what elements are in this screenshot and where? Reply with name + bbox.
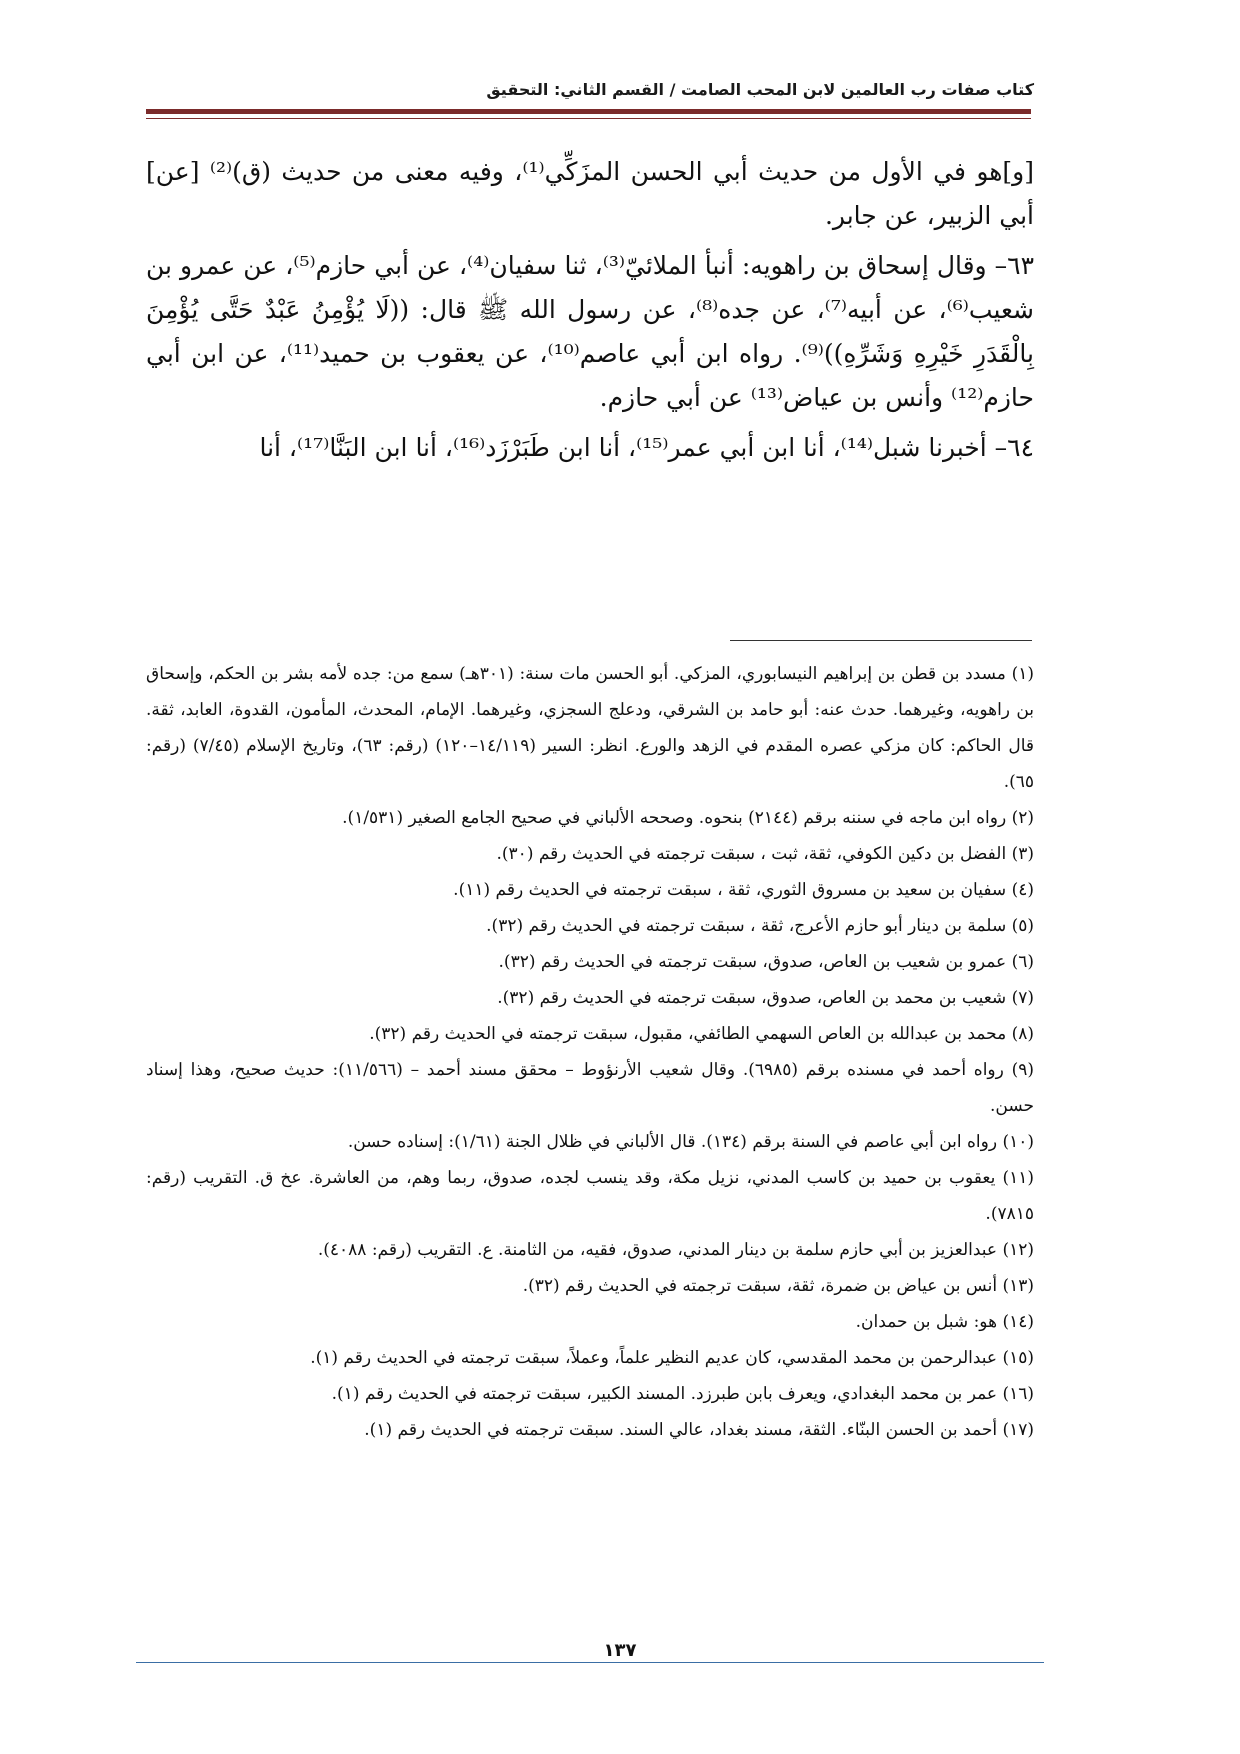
- footnote: (١٦) عمر بن محمد البغدادي، ويعرف بابن طبرزد. المسند الكبير، سبقت ترجمته في الحديث رقم (١).: [331, 1384, 1034, 1404]
- paragraph-hadith-64: ٦٤– أخبرنا شبل⁽¹⁴⁾، أنا ابن أبي عمر⁽¹⁵⁾، أنا ابن طَبَرْزَد⁽¹⁶⁾، أنا ابن البَنَّا⁽¹⁷⁾، أنا: [259, 433, 1034, 462]
- footnote: (١٠) رواه ابن أبي عاصم في السنة برقم (١٣٤). قال الألباني في ظلال الجنة (١/٦١): إسناده حسن.: [347, 1132, 1034, 1152]
- footnote: (٩) رواه أحمد في مسنده برقم (٦٩٨٥). وقال شعيب الأرنؤوط – محقق مسند أحمد – (١١/٥٦٦): حديث صحيح، وهذا إسناد حسن.: [146, 1060, 1034, 1116]
- page-number: ١٣٧: [560, 1640, 680, 1661]
- footnote: (١١) يعقوب بن حميد بن كاسب المدني، نزيل مكة، وقد ينسب لجده، صدوق، ربما وهم، من العاشرة. عخ ق. التقريب (رقم: ٧٨١٥).: [146, 1168, 1034, 1224]
- footnote: (٣) الفضل بن دكين الكوفي، ثقة، ثبت ، سبقت ترجمته في الحديث رقم (٣٠).: [496, 844, 1034, 864]
- footnote: (١٥) عبدالرحمن بن محمد المقدسي، كان عديم النظير علماً، وعملاً، سبقت ترجمته في الحديث رقم (١).: [310, 1348, 1034, 1368]
- paragraph-hadith-63: ٦٣– وقال إسحاق بن راهويه: أنبأ الملائيّ⁽³⁾، ثنا سفيان⁽⁴⁾، عن أبي حازم⁽⁵⁾، عن عمرو بن شعيب⁽⁶⁾، عن أبيه⁽⁷⁾، عن جده⁽⁸⁾، عن رسول الله ﷺ قال: ((لَا يُؤْمِنُ عَبْدٌ حَتَّى يُؤْمِنَ بِالْقَدَرِ خَيْرِهِ وَشَرِّهِ))⁽⁹⁾. رواه ابن أبي عاصم⁽¹⁰⁾، عن يعقوب بن حميد⁽¹¹⁾، عن ابن أبي حازم⁽¹²⁾ وأنس بن عياض⁽¹³⁾ عن أبي حازم.: [146, 251, 1034, 412]
- footer-rule: [136, 1662, 1044, 1663]
- running-header: كتاب صفات رب العالمين لابن المحب الصامت / القسم الثاني: التحقيق: [486, 80, 1034, 99]
- footnote: (١٢) عبدالعزيز بن أبي حازم سلمة بن دينار المدني، صدوق، فقيه، من الثامنة. ع. التقريب (رقم: ٤٠٨٨).: [317, 1240, 1034, 1260]
- footnote: (١٧) أحمد بن الحسن البنّاء. الثقة، مسند بغداد، عالي السند. سبقت ترجمته في الحديث رقم (١).: [364, 1420, 1034, 1440]
- footnote: (٤) سفيان بن سعيد بن مسروق الثوري، ثقة ، سبقت ترجمته في الحديث رقم (١١).: [453, 880, 1034, 900]
- footnote: (١) مسدد بن قطن بن إبراهيم النيسابوري، المزكي. أبو الحسن مات سنة: (٣٠١هـ) سمع من: جده لأمه بشر بن الحكم، وإسحاق بن راهويه، وغيرهما. حدث عنه: أبو حامد بن الشرقي، ودعلج السجزي، وغيرهما. الإمام، المحدث، المأمون، القدوة، العابد، ثقة. قال الحاكم: كان مزكي عصره المقدم في الزهد والورع. انظر: السير (١٤/١١٩–١٢٠) (رقم: ٦٣)، وتاريخ الإسلام (٧/٤٥) (رقم: ٦٥).: [146, 664, 1035, 792]
- main-text: [146, 150, 1034, 476]
- footnote-separator: [730, 640, 1032, 641]
- footnote: (١٣) أنس بن عياض بن ضمرة، ثقة، سبقت ترجمته في الحديث رقم (٣٢).: [522, 1276, 1034, 1296]
- footnote: (٦) عمرو بن شعيب بن العاص، صدوق، سبقت ترجمته في الحديث رقم (٣٢).: [498, 952, 1034, 972]
- paragraph-1: [و]هو في الأول من حديث أبي الحسن المزَكِّي⁽¹⁾، وفيه معنى من حديث (ق)⁽²⁾ [عن] أبي الزبير، عن جابر.: [146, 157, 1035, 230]
- footnotes: [146, 656, 1034, 1448]
- footnote: (٢) رواه ابن ماجه في سننه برقم (٢١٤٤) بنحوه. وصححه الألباني في صحيح الجامع الصغير (١/٥٣١).: [342, 808, 1034, 828]
- footnote: (١٤) هو: شبل بن حمدان.: [855, 1312, 1034, 1332]
- footnote: (٧) شعيب بن محمد بن العاص، صدوق، سبقت ترجمته في الحديث رقم (٣٢).: [497, 988, 1034, 1008]
- footnote: (٥) سلمة بن دينار أبو حازم الأعرج، ثقة ، سبقت ترجمته في الحديث رقم (٣٢).: [486, 916, 1034, 936]
- header-rule-thin: [146, 118, 1031, 119]
- header-rule-thick: [146, 109, 1031, 114]
- footnote: (٨) محمد بن عبدالله بن العاص السهمي الطائفي، مقبول، سبقت ترجمته في الحديث رقم (٣٢).: [369, 1024, 1034, 1044]
